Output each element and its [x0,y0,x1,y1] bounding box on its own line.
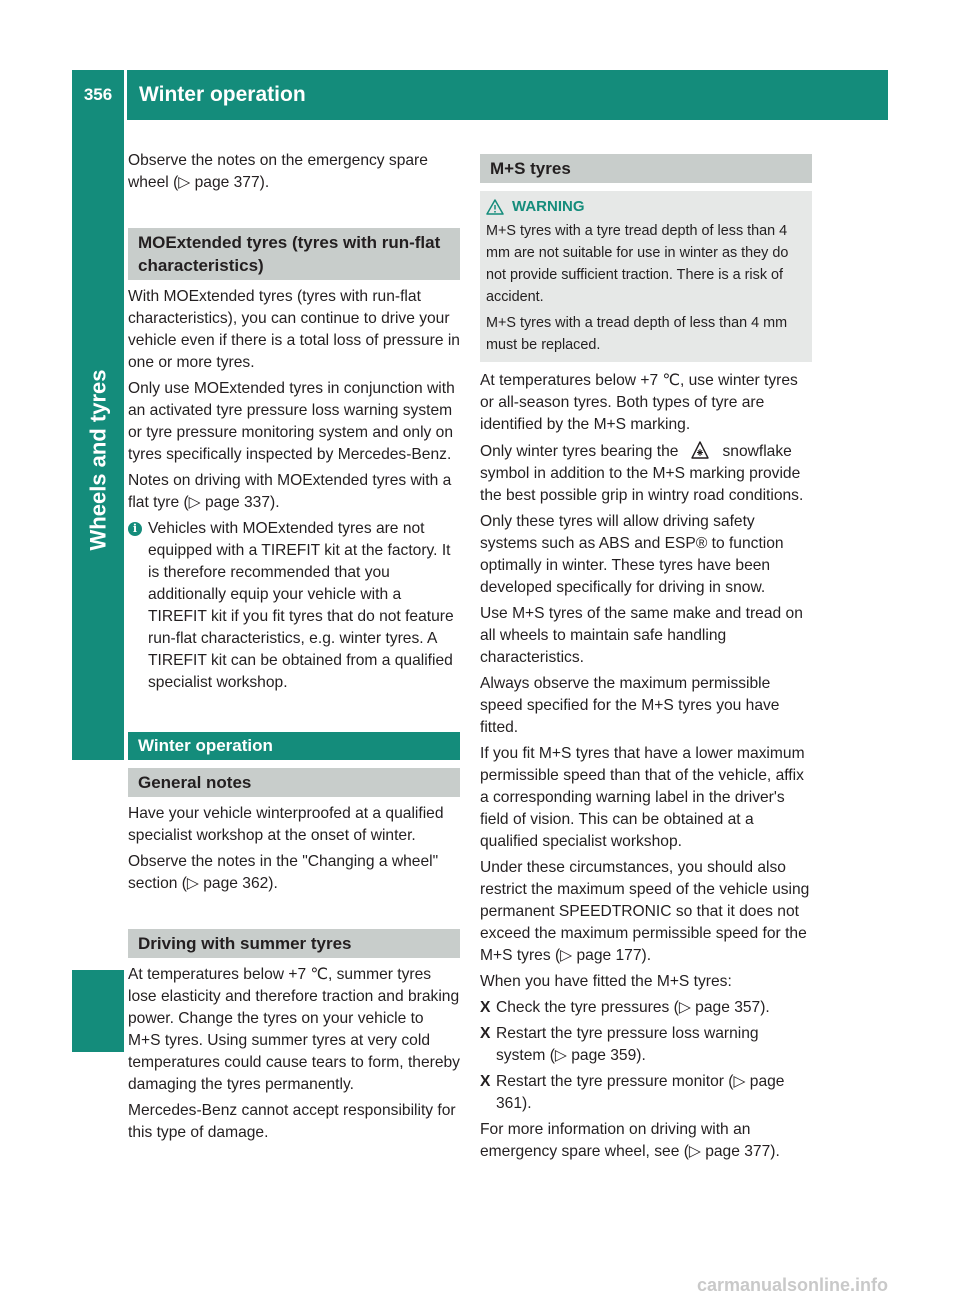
summer-paragraph-2: Mercedes-Benz cannot accept responsibility for this type of damage. [128,1102,456,1141]
side-tab [72,160,124,760]
warning-box [480,191,812,362]
summer-tyres-heading: Driving with summer tyres [128,929,460,958]
bullet-text: Check the tyre pressures (▷ page 357). [496,999,770,1016]
general-paragraph-1: Have your vehicle winterproofed at a qualified specialist workshop at the onset of winter. [128,805,444,844]
page-title: Winter operation [139,83,306,106]
ms-paragraph-2-start: Only winter tyres bearing the [480,443,679,460]
general-paragraph-2: Observe the notes in the "Changing a wheel" section (▷ page 362). [128,853,439,892]
warning-paragraph-2: M+S tyres with a tread depth of less than 4 mm must be replaced. [486,315,788,353]
moextended-heading: MOExtended tyres (tyres with run-flat characteristics) [128,228,460,280]
summer-paragraph-1: At temperatures below +7 ℃, summer tyres lose elasticity and therefore traction and braking power. Change the tyres on your vehicle to M+S tyres. Using summer tyres at very cold temperatures could cause tears to form, thereby damaging the tyres permanently. [128,966,460,1093]
watermark: carmanualsonline.info [696,1275,888,1295]
moextended-paragraph-3: Notes on driving with MOExtended tyres with a flat tyre (▷ page 337). [128,472,452,511]
moextended-paragraph-2: Only use MOExtended tyres in conjunction with an activated tyre pressure loss warning system or tyre pressure monitoring system and only on tyres specifically inspected by Mercedes-Benz. [128,380,455,463]
bullet-marker: X [480,1025,491,1042]
info-note-text: Vehicles with MOExtended tyres are not equipped with a TIREFIT kit at the factory. It is therefore recommended that you additionally equip your vehicle with a TIREFIT kit if you fit tyres that do not feature run-flat characteristics, e.g. winter tyres. A TIREFIT kit can be obtained from a qualified specialist workshop. [148,520,454,691]
info-note [128,518,460,698]
side-bar-top [72,120,124,160]
ms-paragraph-2-end: snowflake symbol in addition to the M+S marking provide the best possible grip in wintry road conditions. [480,443,804,504]
ms-paragraph-4: Use M+S tyres of the same make and tread on all wheels to maintain safe handling characteristics. [480,605,803,666]
ms-paragraph-1: At temperatures below +7 ℃, use winter tyres or all-season tyres. Both types of tyre are identified by the M+S marking. [480,372,798,433]
moextended-paragraph-1: With MOExtended tyres (tyres with run-flat characteristics), you can continue to drive your vehicle even if there is a total loss of pressure in one or more tyres. [128,288,460,371]
warning-title [486,196,806,218]
ms-paragraph-2 [480,440,812,507]
bullet-marker: X [480,1073,491,1090]
bullet-item [480,1071,812,1115]
ms-tyres-heading: M+S tyres [480,154,812,183]
right-column [480,154,812,1167]
bullet-marker: X [480,999,491,1016]
warning-title-label: WARNING [512,198,585,215]
warning-paragraph-1: M+S tyres with a tyre tread depth of less than 4 mm are not suitable for use in winter as they do not provide sufficient traction. There is a risk of accident. [486,223,789,305]
ms-paragraph-3: Only these tyres will allow driving safety systems such as ABS and ESP® to function optimally in winter. These tyres have been developed specifically for driving in snow. [480,513,784,596]
bullet-item [480,997,812,1019]
ms-paragraph-5: Always observe the maximum permissible speed specified for the M+S tyres you have fitted. [480,675,780,736]
side-tab-label: Wheels and tyres [85,369,111,551]
bullet-item [480,1023,812,1067]
ms-paragraph-6: If you fit M+S tyres that have a lower maximum permissible speed than that of the vehicle, affix a corresponding warning label in the driver's field of vision. This can be obtained at a qualified specialist workshop. [480,745,805,850]
ms-paragraph-9: For more information on driving with an emergency spare wheel, see (▷ page 377). [480,1121,780,1160]
info-icon: i [128,522,142,536]
side-bar-bottom [72,970,124,1052]
general-notes-heading: General notes [128,768,460,797]
warning-triangle-icon [486,199,504,215]
page-header [72,70,888,120]
snowflake-mountain-icon [690,440,710,460]
bullet-text: Restart the tyre pressure monitor (▷ page 361). [496,1073,785,1112]
winter-operation-heading: Winter operation [128,732,460,760]
ms-paragraph-7: Under these circumstances, you should also restrict the maximum speed of the vehicle using permanent SPEEDTRONIC so that it does not exceed the maximum permissible speed for the M+S tyres (▷ page 177). [480,859,810,964]
page-number: 356 [83,85,113,104]
bullet-text: Restart the tyre pressure loss warning system (▷ page 359). [496,1025,759,1064]
intro-paragraph: Observe the notes on the emergency spare wheel (▷ page 377). [128,152,428,191]
left-column [128,150,460,1148]
ms-paragraph-8: When you have fitted the M+S tyres: [480,973,732,990]
